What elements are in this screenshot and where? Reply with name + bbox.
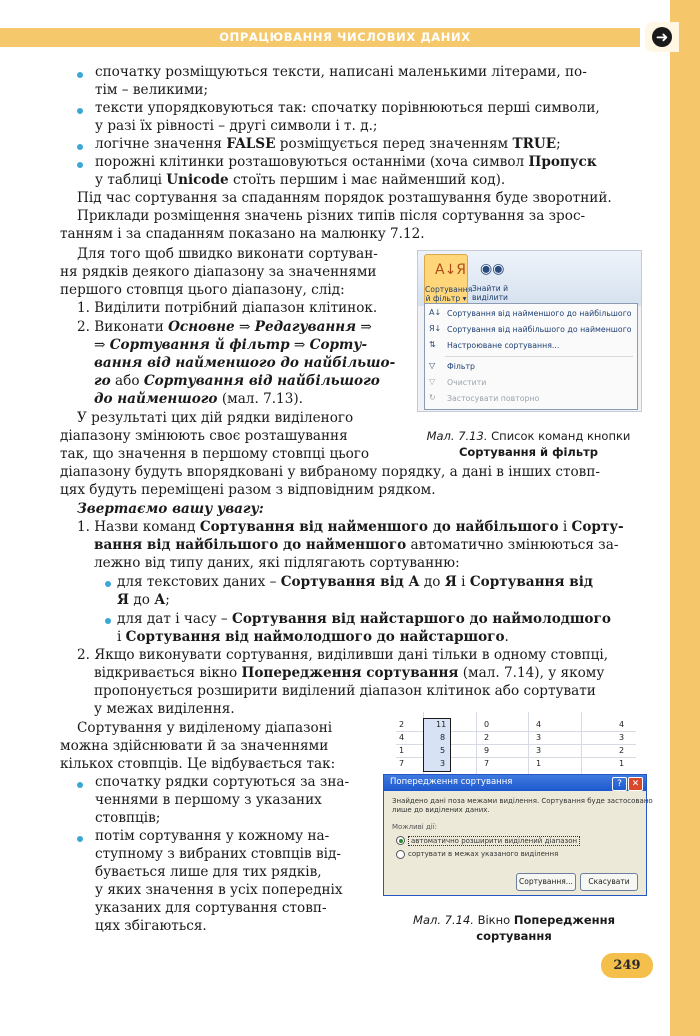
cell: 1 xyxy=(619,759,625,768)
find-select-button[interactable] xyxy=(470,254,510,304)
figure-7-13-caption: Мал. 7.13. Список команд кнопки Сортування й фільтр xyxy=(426,429,631,459)
menu-item-sort-ascending[interactable]: Сортування від найменшого до найбільшого xyxy=(447,309,632,318)
cell: 4 xyxy=(399,733,405,742)
cell: 2 xyxy=(484,733,490,742)
dialog-title: Попередження сортування xyxy=(390,777,513,787)
text-line: Для того щоб швидко виконати сортуван- xyxy=(77,246,378,262)
text-line: до найменшого (мал. 7.13). xyxy=(94,391,303,407)
ribbon xyxy=(418,251,641,306)
menu-item-clear[interactable]: Очистити xyxy=(447,378,487,387)
sort-warning-dialog xyxy=(383,774,653,896)
text-line: кількох стовпців. Це відбувається так: xyxy=(60,756,336,772)
cell: 3 xyxy=(440,759,446,768)
sort-button[interactable]: Сортування... xyxy=(516,873,576,891)
clear-icon: ▽ xyxy=(429,377,436,386)
help-icon[interactable]: ? xyxy=(612,777,627,791)
cell: 0 xyxy=(484,720,490,729)
text-line: для текстових даних – Сортування від А до Я і Сортування від xyxy=(117,574,593,590)
bullet-icon xyxy=(105,581,111,587)
arrow-right-icon: ➜ xyxy=(652,27,672,47)
text-line: Приклади розміщення значень різних типів після сортування за зрос- xyxy=(77,208,586,224)
worksheet xyxy=(396,712,636,776)
menu-item-reapply[interactable]: Застосувати повторно xyxy=(447,394,540,403)
bullet-icon xyxy=(77,162,83,168)
text-line: Я до А; xyxy=(117,592,170,608)
text-line: спочатку рядки сортуються за зна- xyxy=(95,774,350,790)
text-line: ня рядків деякого діапазону за значеннями xyxy=(60,264,377,280)
text-line: діапазону змінюють своє розташування xyxy=(60,428,348,444)
text-line: ⇒ Сортування й фільтр ⇒ Сорту- xyxy=(94,337,368,353)
dialog-titlebar xyxy=(384,775,646,791)
reapply-icon: ↻ xyxy=(429,393,436,402)
option-expand-label: автоматично розширити виділений діапазон xyxy=(408,836,580,846)
text-line: у разі їх рівності – другі символи і т. д.; xyxy=(95,118,378,134)
text-line: ченнями в першому з указаних xyxy=(95,792,322,808)
step-item: 2. Виконати Основне ⇒ Редагування ⇒ xyxy=(77,319,372,335)
text-line: го або Сортування від найбільшого xyxy=(94,373,380,389)
button-label: Знайти й xyxy=(471,284,509,293)
paragraph: Під час сортування за спаданням порядок розташування буде зворотний. xyxy=(77,190,612,206)
text-line: спочатку розміщуються тексти, написані маленькими літерами, по- xyxy=(95,64,587,80)
text-line: указаних для сортування стовп- xyxy=(95,900,327,916)
next-button[interactable] xyxy=(645,22,679,52)
bullet-icon xyxy=(77,108,83,114)
bullet-icon xyxy=(77,836,83,842)
cell: 3 xyxy=(619,733,625,742)
figure-7-14-caption: Мал. 7.14. Вікно Попередження сортування xyxy=(413,913,615,943)
figure-7-14-screenshot xyxy=(383,708,653,905)
cell: 1 xyxy=(399,746,405,755)
radio-within-selection[interactable] xyxy=(396,850,405,859)
sort-filter-button[interactable] xyxy=(424,254,473,306)
cell: 4 xyxy=(619,720,625,729)
note-item: 1. Назви команд Сортування від найменшого до найбільшого і Сорту- xyxy=(77,519,624,535)
sort-descending-icon: Я↓ xyxy=(429,324,442,333)
actions-label: Можливі дії: xyxy=(392,823,438,831)
text-line: лежно від типу даних, які підлягають сортуванню: xyxy=(94,555,460,571)
text-line: логічне значення FALSE розміщується перед значенням TRUE; xyxy=(95,136,561,152)
text-line: вання від найбільшого до найменшого автоматично змінюються за- xyxy=(94,537,619,553)
menu-separator xyxy=(445,356,633,357)
filter-icon: ▽ xyxy=(429,361,436,370)
bullet-icon xyxy=(105,618,111,624)
text-line: У результаті цих дій рядки виділеного xyxy=(77,410,354,426)
button-label: виділити xyxy=(472,293,508,302)
custom-sort-icon: ⇅ xyxy=(429,340,436,349)
button-label: Сортування xyxy=(425,285,473,294)
text-line: у межах виділення. xyxy=(94,701,235,717)
cell: 9 xyxy=(484,746,490,755)
attention-heading: Звертаємо вашу увагу: xyxy=(77,501,264,517)
text-line: у яких значення в усіх попередніх xyxy=(95,882,343,898)
cell: 4 xyxy=(536,720,542,729)
sort-filter-menu xyxy=(424,303,638,410)
cell: 5 xyxy=(440,746,446,755)
text-line: цях будуть переміщені разом з відповідним рядком. xyxy=(60,482,436,498)
cell: 2 xyxy=(399,720,405,729)
text-line: цях збігаються. xyxy=(95,918,207,934)
page-number: 249 xyxy=(601,953,653,978)
menu-item-custom-sort[interactable]: Настроюване сортування... xyxy=(447,341,560,350)
sort-ascending-icon: А↓ xyxy=(429,308,442,317)
note-item: 2. Якщо виконувати сортування, виділивши дані тільки в одному стовпці, xyxy=(77,647,609,663)
step-item: 1. Виділити потрібний діапазон клітинок. xyxy=(77,300,378,316)
text-line: стовпців; xyxy=(95,810,161,826)
cancel-button[interactable]: Скасувати xyxy=(580,873,638,891)
cell: 3 xyxy=(536,733,542,742)
text-line: Сортування у виділеному діапазоні xyxy=(77,720,333,736)
cell: 2 xyxy=(619,746,625,755)
radio-expand[interactable] xyxy=(396,836,405,845)
dialog-message: Знайдено дані поза межами виділення. Сортування буде застосовано xyxy=(392,797,653,805)
text-line: діапазону будуть впорядковані у вибраному порядку, а дані в інших стовп- xyxy=(60,464,600,480)
cell: 1 xyxy=(536,759,542,768)
bullet-icon xyxy=(77,144,83,150)
cell: 7 xyxy=(484,759,490,768)
cell: 3 xyxy=(536,746,542,755)
bullet-icon xyxy=(77,782,83,788)
menu-item-filter[interactable]: Фільтр xyxy=(447,362,475,371)
text-line: так, що значення в першому стовпці цього xyxy=(60,446,370,462)
button-label: й фільтр ▾ xyxy=(425,294,467,303)
text-line: вання від найменшого до найбільшо- xyxy=(94,355,396,371)
text-line: пропонується розширити виділений діапазон клітинок або сортувати xyxy=(94,683,596,699)
running-header: ОПРАЦЮВАННЯ ЧИСЛОВИХ ДАНИХ xyxy=(219,30,471,44)
right-margin-bar xyxy=(670,0,700,1036)
menu-item-sort-descending[interactable]: Сортування від найбільшого до найменшого xyxy=(447,325,632,334)
cell: 7 xyxy=(399,759,405,768)
text-line: першого стовпця цього діапазону, слід: xyxy=(60,282,345,298)
cell: 8 xyxy=(440,733,446,742)
dialog-message: лише до виділених даних. xyxy=(392,806,490,814)
sort-az-icon: А↓Я xyxy=(435,262,467,278)
text-line: можна здійснювати й за значеннями xyxy=(60,738,329,754)
text-line: ступному з вибраних стовпців від- xyxy=(95,846,341,862)
bullet-icon xyxy=(77,72,83,78)
text-line: тексти упорядковуються так: спочатку порівнюються перші символи, xyxy=(95,100,600,116)
text-line: і Сортування від наймолодшого до найстаршого. xyxy=(117,629,509,645)
text-line: у таблиці Unicode стоїть першим і має найменший код). xyxy=(95,172,506,188)
text-line: бувається лише для тих рядків, xyxy=(95,864,322,880)
figure-7-13-screenshot xyxy=(417,250,642,412)
text-line: тім – великими; xyxy=(95,82,209,98)
close-icon[interactable]: ✕ xyxy=(628,777,643,791)
text-line: відкривається вікно Попередження сортування (мал. 7.14), у якому xyxy=(94,665,605,681)
cell: 11 xyxy=(436,720,447,729)
text-line: танням і за спаданням показано на малюнку 7.12. xyxy=(60,226,425,242)
text-line: порожні клітинки розташовуються останніми (хоча символ Пропуск xyxy=(95,154,597,170)
text-line: потім сортування у кожному на- xyxy=(95,828,330,844)
binoculars-icon: ◉◉ xyxy=(480,261,505,277)
text-line: для дат і часу – Сортування від найстаршого до наймолодшого xyxy=(117,611,611,627)
option-within-label: сортувати в межах указаного виділення xyxy=(408,850,559,858)
